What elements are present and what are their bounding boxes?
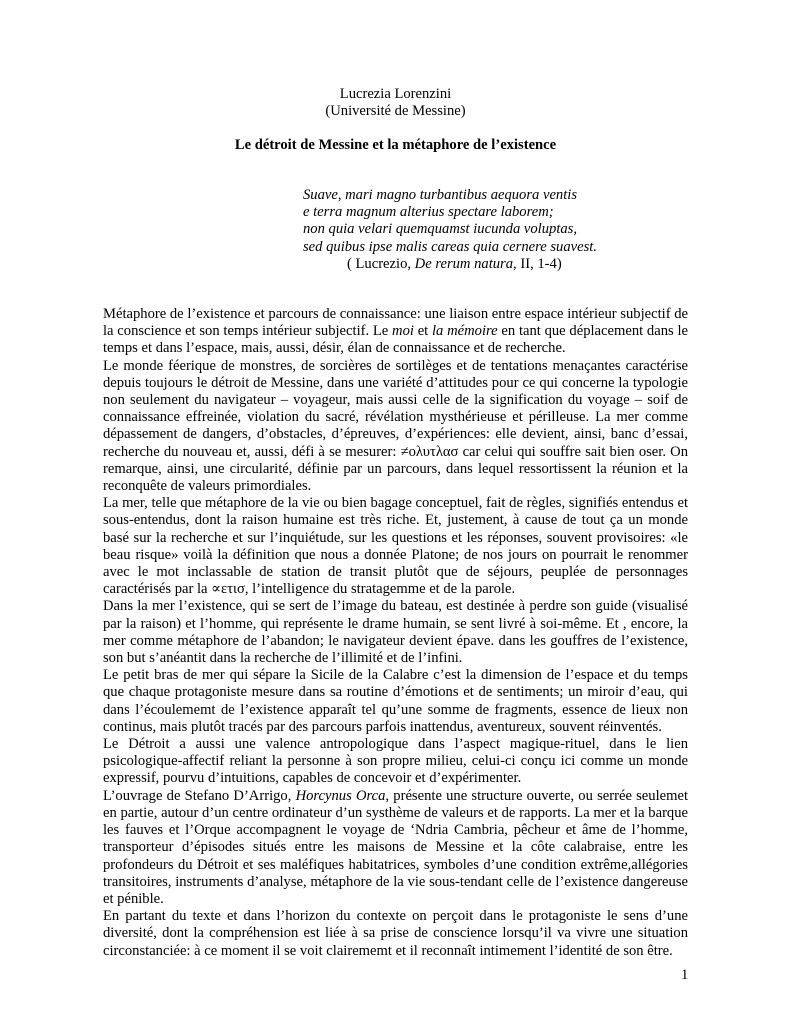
paragraph-1 [103, 306, 688, 358]
paragraph-6: Le Détroit a aussi une valence antropologique dans l’aspect magique-rituel, dans le lien psicologique-affectif reliant la personne à son propre milieu, celui-ci conçu ici comme un monde expressif, pourvu d’intuitions, capables de concevoir et d’expérimenter. [103, 736, 688, 787]
epigraph-line: e terra magnum alterius spectare laborem; [303, 204, 554, 221]
paragraph-1-text-a: Métaphore de l’existence et parcours de connaissance: une liaison entre espace intérieur subjectif de la conscience et son temps intérieur subjectif. Le [103, 306, 688, 340]
paragraph-7-text-a: L’ouvrage de Stefano D’Arrigo, [103, 787, 296, 804]
epigraph-line: sed quibus ipse malis careas quia cernere suavest. [303, 238, 597, 255]
emphasis-memoire: la mémoire [432, 323, 498, 340]
citation-work: De rerum natura [414, 255, 514, 272]
body-text [103, 306, 688, 960]
citation-suffix: , II, 1-4) [513, 255, 562, 272]
paragraph-7-text-b: présente une structure ouverte, ou serrée seulemet en partie, autour d’un centre ordinateur d’un systhème de valeurs et de rapports. La mer et la barque les fauves et l’Orque accompagnent le voyage de ‘Ndria Cambria, pêcheur et âme de l’homme, transporteur d’épisodes situés entre les maisons de Messine et la côte calabraise, entre les profondeurs du Détroit et ses maléfiques habitatrices, symboles d’une condition extrême,allégories transitoires, instruments d’analyse, métaphore de la vie sous-tendant celle de l’existence dangereuse et pénible. [103, 787, 688, 907]
epigraph [303, 187, 597, 273]
epigraph-line: non quia velari quemquamst iucunda voluptas, [303, 221, 578, 238]
header [0, 86, 791, 120]
paragraph-7 [103, 788, 688, 908]
paragraph-5: Le petit bras de mer qui sépare la Sicile de la Calabre c’est la dimension de l’espace et du temps que chaque protagoniste mesure dans sa routine d’émotions et de sentiments; un miroir d’eau, qui dans l’écoulememt de l’existence apparaît tel qu’une somme de fragments, essence de lieux non continus, mais plutôt tracés par des parcours parfois inattendus, aventureux, souvent réinventés. [103, 667, 688, 735]
author-affiliation: (Université de Messine) [325, 103, 466, 120]
paragraph-4: Dans la mer l’existence, qui se sert de l’image du bateau, est destinée à perdre son guide (visualisé par la raison) et l’homme, qui représente le drame humain, se sent livré à soi-même. Et , encore, la mer comme métaphore de l’abandon; le navigateur devient épave. dans les gouffres de l’existence, son but s’anéantit dans la recherche de l’illimité et de l’infini. [103, 598, 688, 667]
citation-prefix: ( Lucrezio, [347, 255, 415, 272]
emphasis-moi: moi [392, 323, 414, 340]
epigraph-citation [347, 256, 597, 273]
epigraph-line: Suave, mari magno turbantibus aequora ventis [303, 187, 578, 203]
paragraph-1-text-c: en tant que déplacement dans le temps et dans l’espace, mais, aussi, désir, élan de connaissance et de recherche. [103, 323, 688, 357]
paragraph-2: Le monde féerique de monstres, de sorcières de sortilèges et de tentations menaçantes caractérise depuis toujours le détroit de Messine, dans une variété d’attitudes pour ce qui concerne la typologie non seulement du navigateur – voyageur, mais aussi celle de la signification du voyage – soif de connaissance effreinée, violation du sacré, révélation mysthérieuse et périlleuse. La mer comme dépassement de dangers, d’obstacles, d’épreuves, d’expériences: elle devient, ainsi, banc d’essai, recherche du nouveau et, aussi, défi à se mesurer: ≠ολυτλασ car celui qui souffre sait bien oser. On remarque, ainsi, une circularité, définie par un parcours, dans lequel ressortissent la réunion et la reconquête de valeurs primordiales. [103, 357, 688, 495]
emphasis-work-title: Horcynus Orca, [295, 787, 390, 804]
paragraph-3: La mer, telle que métaphore de la vie ou bien bagage conceptuel, fait de règles, signifiés entendus et sous-entendus, dont la raison humaine est très riche. Et, justement, à cause de tout ça un monde basé sur la recherche et sur l’inquiétude, sur les questions et les réponses, souvent provisoires: «le beau risque» voilà la définition que nous a donnée Platone; de nos jours on pourrait le renommer avec le mot inclassable de station de transit plutôt que de séjours, peuplée de personnages caractérisés par la ∝ετισ, l’intelligence du stratagemme et de la parole. [103, 495, 688, 598]
page-number: 1 [681, 967, 689, 983]
article-title: Le détroit de Messine et la métaphore de l’existence [234, 137, 557, 153]
author-name: Lucrezia Lorenzini [339, 86, 452, 102]
paragraph-8: En partant du texte et dans l’horizon du contexte on perçoit dans le protagoniste le sens d’une diversité, dont la compréhension est liée à sa prise de conscience lorsqu’il va vivre une situation circonstanciée: à ce moment il se voit clairememt et il reconnaît intimement l’identité de son être. [103, 908, 688, 959]
paragraph-1-text-b: et [413, 323, 432, 340]
